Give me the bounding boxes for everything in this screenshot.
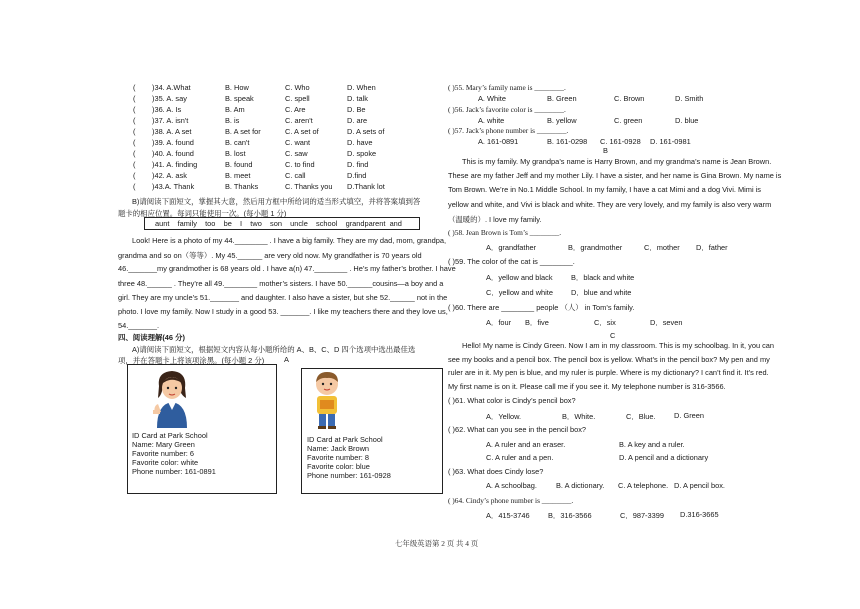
choice-option[interactable]: B. speak <box>225 94 254 103</box>
q58-option-b[interactable]: B．grandmother <box>568 243 623 252</box>
id-card-mary-number: Favorite number: 6 <box>132 449 195 458</box>
q59-stem: ( )59. The color of the cat is ________. <box>448 257 575 266</box>
q63-option-c[interactable]: C. A telephone. <box>618 481 669 490</box>
choice-option[interactable]: )40. A. found <box>152 149 194 158</box>
id-card-mary <box>127 364 277 494</box>
q57-option-b[interactable]: B. 161-0298 <box>547 137 588 146</box>
choice-option[interactable]: D. Be <box>347 105 366 114</box>
q55-option-b[interactable]: B. Green <box>547 94 577 103</box>
q60-stem: ( )60. There are ________ people （人） in Tom’s family. <box>448 303 635 312</box>
q56-option-c[interactable]: C. green <box>614 116 643 125</box>
answer-paren: ( <box>133 127 136 136</box>
q59-option-b[interactable]: B．black and white <box>571 273 635 282</box>
q60-option-d[interactable]: D．seven <box>650 318 683 327</box>
q58-stem: ( )58. Jean Brown is Tom’s ________. <box>448 228 562 237</box>
q61-stem: ( )61. What color is Cindy’s pencil box? <box>448 396 576 405</box>
passage-line: girl. They are my uncle’s 51._______ and daughter. I also have a sister, but she 52.______ not in the <box>118 292 448 302</box>
q64-option-d[interactable]: D.316-3665 <box>680 510 719 519</box>
choice-option[interactable]: D. have <box>347 138 373 147</box>
id-card-jack-phone: Phone number: 161-0928 <box>307 471 391 480</box>
passage-line: ruler are in it. My pen is blue, and my ruler is purple. Where is my dictionary? I can’t find it. It’s red. <box>448 368 769 378</box>
passage-line: three 48.______ . They’re all 49.________ mother’s sisters. I have 50.______cousins—a boy and a <box>118 278 444 288</box>
choice-option[interactable]: B. is <box>225 116 240 125</box>
q63-stem: ( )63. What does Cindy lose? <box>448 467 544 476</box>
q64-option-a[interactable]: A．415-3746 <box>486 511 530 520</box>
id-card-jack-color: Favorite color: blue <box>307 462 370 471</box>
choice-option[interactable]: B. found <box>225 160 253 169</box>
choice-option[interactable]: C. to find <box>285 160 315 169</box>
q59-option-d[interactable]: D．blue and white <box>571 288 632 297</box>
answer-paren: ( <box>133 149 136 158</box>
id-card-jack-name: Name: Jack Brown <box>307 444 370 453</box>
q56-stem: ( )56. Jack’s favorite color is ________. <box>448 105 566 114</box>
id-card-mary-phone: Phone number: 161-0891 <box>132 467 216 476</box>
part-b-instruction-line2: 题卡的相应位置。每词只能使用一次。(每小题 1 分) <box>118 209 287 218</box>
q57-option-d[interactable]: D. 161-0981 <box>650 137 691 146</box>
q57-stem: ( )57. Jack’s phone number is ________. <box>448 126 569 135</box>
id-card-jack <box>301 368 443 494</box>
choice-option[interactable]: B. Am <box>225 105 245 114</box>
q55-option-c[interactable]: C. Brown <box>614 94 645 103</box>
q62-stem: ( )62. What can you see in the pencil box? <box>448 425 587 434</box>
q56-option-b[interactable]: B. yellow <box>547 116 577 125</box>
q62-option-d[interactable]: D. A pencil and a dictionary <box>619 453 709 462</box>
girl-icon <box>149 368 195 432</box>
q57-option-a[interactable]: A. 161-0891 <box>478 137 519 146</box>
q62-option-c[interactable]: C. A ruler and a pen. <box>486 453 554 462</box>
choice-option[interactable]: )35. A. say <box>152 94 187 103</box>
choice-option[interactable]: )34. A.What <box>152 83 191 92</box>
q63-option-a[interactable]: A. A schoolbag. <box>486 481 537 490</box>
passage-line: 54._______. <box>118 321 160 331</box>
choice-option[interactable]: B. meet <box>225 171 251 180</box>
q64-option-b[interactable]: B．316-3566 <box>548 511 592 520</box>
answer-paren: ( <box>133 83 136 92</box>
q59-option-c[interactable]: C．yellow and white <box>486 288 553 297</box>
passage-a-letter: A <box>284 355 289 364</box>
passage-line: My first name is on it. Please call me if you see it. My telephone number is 316-3566. <box>448 382 726 392</box>
q62-option-a[interactable]: A. A ruler and an eraser. <box>486 440 566 449</box>
choice-option[interactable]: )36. A. Is <box>152 105 182 114</box>
choice-option[interactable]: B. lost <box>225 149 246 158</box>
choice-option[interactable]: C. want <box>285 138 311 147</box>
passage-line: yellow and white, and Vivi is black and white. They are very lovely, and my family is also very warm <box>448 199 772 209</box>
q56-option-a[interactable]: A. white <box>478 116 505 125</box>
q61-option-a[interactable]: A．Yellow. <box>486 412 522 421</box>
choice-option[interactable]: D.find <box>347 171 367 180</box>
choice-option[interactable]: D. are <box>347 116 368 125</box>
passage-c-letter: C <box>610 331 616 340</box>
q61-option-c[interactable]: C．Blue. <box>626 412 656 421</box>
passage-line: grandma and so on（等等）. My 45.______ are very old now. My grandfather is 70 years old <box>118 251 422 261</box>
q55-stem: ( )55. Mary’s family name is ________. <box>448 83 566 92</box>
answer-paren: ( <box>133 182 136 191</box>
id-card-jack-title: ID Card at Park School <box>307 435 383 444</box>
q59-option-a[interactable]: A．yellow and black <box>486 273 553 282</box>
choice-option[interactable]: D. find <box>347 160 369 169</box>
passage-line: （温暖的）. I love my family. <box>448 214 542 224</box>
choice-option[interactable]: )41. A. finding <box>152 160 198 169</box>
q58-option-a[interactable]: A．grandfather <box>486 243 537 252</box>
choice-option[interactable]: C. Thanks you <box>285 182 333 191</box>
q64-stem: ( )64. Cindy’s phone number is ________. <box>448 496 574 505</box>
passage-line: Hello! My name is Cindy Green. Now I am in my classroom. This is my schoolbag. In it, you can <box>462 341 775 350</box>
choice-option[interactable]: D. talk <box>347 94 368 103</box>
q57-option-c[interactable]: C. 161-0928 <box>600 137 641 146</box>
choice-option[interactable]: )37. A. isn't <box>152 116 189 125</box>
part-b-instruction-line1: B)请阅读下面短文，掌握其大意，然后用方框中所给词的适当形式填空，并将答案填到答 <box>132 197 421 206</box>
choice-option[interactable]: B. How <box>225 83 249 92</box>
id-card-mary-title: ID Card at Park School <box>132 431 208 440</box>
passage-line: see my books and a pencil box. The pencil box is yellow. What’s in the pencil box? My pen and my <box>448 354 770 364</box>
passage-b-letter: B <box>603 146 608 155</box>
q58-option-c[interactable]: C．mother <box>644 243 680 252</box>
choice-option[interactable]: )39. A. found <box>152 138 194 147</box>
q60-option-c[interactable]: C．six <box>594 318 616 327</box>
choice-option[interactable]: C. aren't <box>285 116 313 125</box>
answer-paren: ( <box>133 138 136 147</box>
passage-line: Tom Brown. We’re in No.1 Middle School. In my family, I have a cat Mimi and a dog Vivi. Mimi is <box>448 185 761 195</box>
answer-paren: ( <box>133 160 136 169</box>
passage-line: 46._______my grandmother is 68 years old . I have a(n) 47.________ . He’s my father’s brother. I have <box>118 264 456 274</box>
choice-option[interactable]: )43.A. Thank <box>152 182 195 191</box>
q58-option-d[interactable]: D．father <box>696 243 728 252</box>
answer-paren: ( <box>133 94 136 103</box>
page-footer: 七年级英语第 2 页 共 4 页 <box>395 539 479 548</box>
id-card-mary-name: Name: Mary Green <box>132 440 195 449</box>
q62-option-b[interactable]: B. A key and a ruler. <box>619 440 685 449</box>
q60-option-a[interactable]: A．four <box>486 318 512 327</box>
choice-option[interactable]: C. saw <box>285 149 308 158</box>
answer-paren: ( <box>133 105 136 114</box>
q56-option-d[interactable]: D. blue <box>675 116 699 125</box>
choice-option[interactable]: C. call <box>285 171 306 180</box>
id-card-jack-number: Favorite number: 8 <box>307 453 370 462</box>
choice-option[interactable]: D. spoke <box>347 149 377 158</box>
choice-option[interactable]: )38. A. A set <box>152 127 192 136</box>
choice-option[interactable]: D. When <box>347 83 376 92</box>
q55-option-d[interactable]: D. Smith <box>675 94 704 103</box>
section-4-heading: 四、阅读理解(46 分) <box>118 333 185 342</box>
choice-option[interactable]: C. A set of <box>285 127 319 136</box>
q63-option-b[interactable]: B. A dictionary. <box>556 481 605 490</box>
id-card-mary-color: Favorite color: white <box>132 458 199 467</box>
choice-option[interactable]: B. A set for <box>225 127 261 136</box>
choice-option[interactable]: D. A sets of <box>347 127 385 136</box>
part-a-instruction-line2: 项，并在答题卡上将该项涂黑。(每小题 2 分) <box>118 356 265 365</box>
choice-option[interactable]: )42. A. ask <box>152 171 187 180</box>
word-box <box>144 217 420 230</box>
passage-line: This is my family. My grandpa’s name is Harry Brown, and my grandma’s name is Jean Brown. <box>462 157 772 166</box>
choice-option[interactable]: B. can't <box>225 138 250 147</box>
answer-paren: ( <box>133 116 136 125</box>
q63-option-d[interactable]: D. A pencil box. <box>674 481 725 490</box>
choice-option[interactable]: C. Are <box>285 105 306 114</box>
passage-line: photo. I love my family. Now I study in a good 53. _______. I like my teachers there and they love us, <box>118 307 448 316</box>
q61-option-d[interactable]: D. Green <box>674 411 704 420</box>
choice-option[interactable]: B. Thanks <box>225 182 259 191</box>
q61-option-b[interactable]: B．White. <box>562 412 596 421</box>
q55-option-a[interactable]: A. White <box>478 94 506 103</box>
passage-line: Look! Here is a photo of my 44.________ . I have a big family. They are my dad, mom, grandpa, <box>132 236 447 245</box>
choice-option[interactable]: C. Who <box>285 83 310 92</box>
part-a-instruction-line1: A)请阅读下面短文，根据短文内容从每小题所给的 A、B、C、D 四个选项中选出最佳选 <box>132 345 416 354</box>
boy-icon <box>309 370 345 432</box>
answer-paren: ( <box>133 171 136 180</box>
word-box-text: aunt family too be I two son uncle school grandparent and <box>155 219 402 228</box>
passage-line: These are my father Jeff and my mother Lily. I have a sister, and her name is Gina Brown. My name is <box>448 171 782 181</box>
q64-option-c[interactable]: C．987-3399 <box>620 511 664 520</box>
choice-option[interactable]: C. spell <box>285 94 310 103</box>
choice-option[interactable]: D.Thank lot <box>347 182 385 191</box>
q60-option-b[interactable]: B．five <box>525 318 549 327</box>
